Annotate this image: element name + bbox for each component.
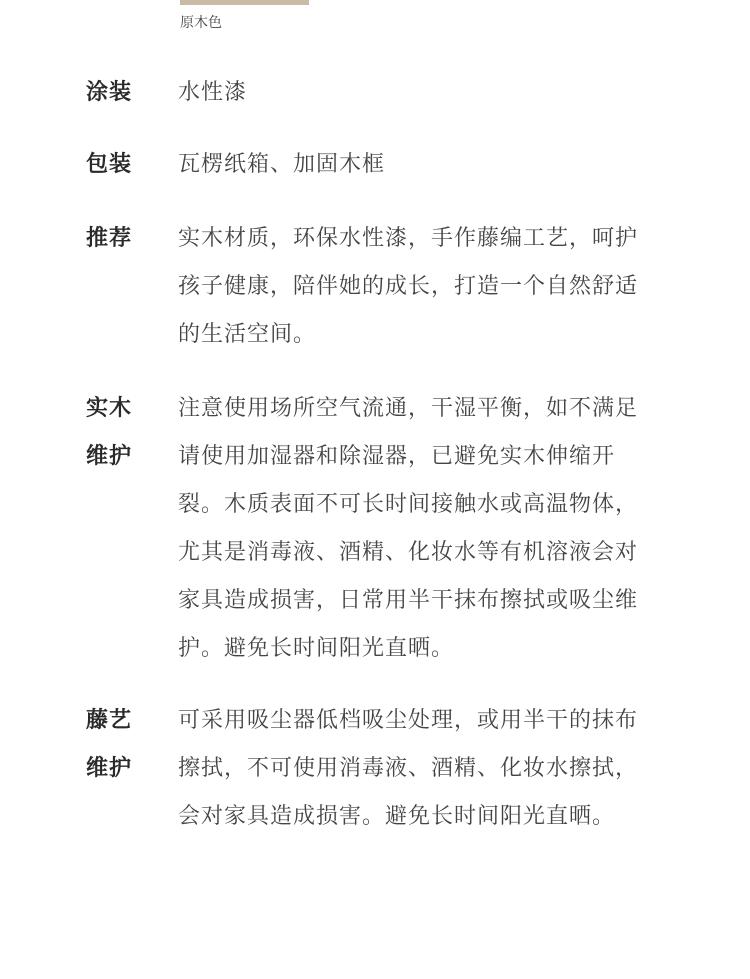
color-swatch (180, 0, 309, 5)
spec-value: 水性漆 (178, 80, 248, 105)
spec-label: 实木 维护 (86, 396, 133, 469)
spec-label: 包装 (86, 152, 133, 177)
spec-label: 涂装 (86, 80, 133, 105)
spec-label: 推荐 (86, 226, 133, 251)
spec-label: 藤艺 维护 (86, 708, 133, 781)
spec-value: 注意使用场所空气流通，干湿平衡，如不满足 请使用加湿器和除湿器，已避免实木伸缩开 裂。木质表面不可长时间接触水或高温物体， 尤其是消毒液、酒精、化妆水等有机溶液会对 家具造成损害，日常用半干抹布擦拭或吸尘维 护。避免长时间阳光直晒。 (178, 396, 639, 661)
swatch-label: 原木色 (180, 15, 222, 31)
spec-value: 实木材质，环保水性漆，手作藤编工艺，呵护 孩子健康，陪伴她的成长，打造一个自然舒适 的生活空间。 (178, 226, 639, 347)
spec-value: 可采用吸尘器低档吸尘处理，或用半干的抹布 擦拭，不可使用消毒液、酒精、化妆水擦拭， 会对家具造成损害。避免长时间阳光直晒。 (178, 708, 639, 829)
spec-value: 瓦楞纸箱、加固木框 (178, 152, 386, 177)
